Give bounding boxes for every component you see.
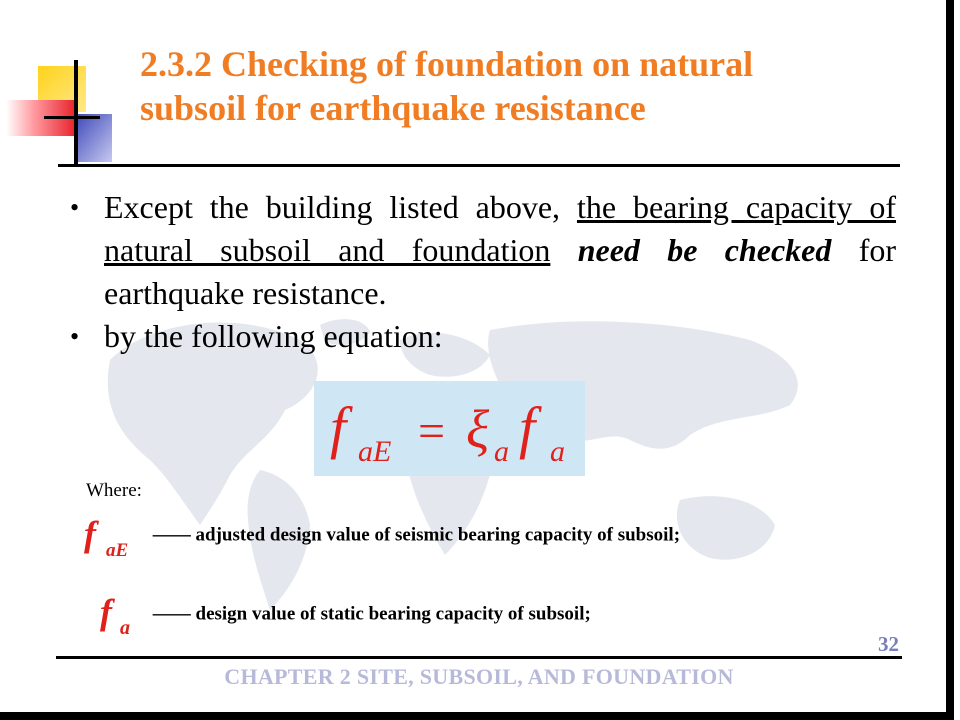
decorative-logo bbox=[0, 0, 140, 170]
bullet-item-2 bbox=[70, 315, 896, 358]
title-line-2: subsoil for earthquake resistance bbox=[140, 88, 646, 128]
formula-xi: ξ bbox=[466, 399, 490, 459]
svg-text:a: a bbox=[120, 617, 130, 639]
chapter-footer: CHAPTER 2 SITE, SUBSOIL, AND FOUNDATION bbox=[224, 664, 734, 689]
formula-box bbox=[314, 381, 585, 476]
formula-equals: = bbox=[418, 405, 446, 458]
slide-frame-right bbox=[946, 0, 954, 720]
svg-text:f: f bbox=[84, 514, 96, 554]
bullet-dot-icon: • bbox=[70, 193, 80, 222]
title-line-1: 2.3.2 Checking of foundation on natural bbox=[140, 44, 754, 84]
bullet-list bbox=[70, 186, 896, 358]
bullet-dot-icon: • bbox=[70, 322, 80, 351]
slide-title bbox=[140, 42, 900, 130]
title-underline bbox=[58, 164, 900, 167]
definition-row-1 bbox=[84, 506, 680, 566]
formula-rhs-f: f bbox=[519, 395, 536, 460]
svg-text:aE: aE bbox=[106, 540, 129, 561]
formula-equation bbox=[314, 381, 585, 476]
formula-xi-sub: a bbox=[494, 435, 509, 468]
bullet2-text: by the following equation: bbox=[104, 318, 443, 354]
definition-row-2 bbox=[98, 590, 591, 640]
footer-divider bbox=[56, 656, 902, 659]
bullet1-text-a: Except the building listed above, bbox=[104, 189, 577, 225]
slide-frame-bottom bbox=[0, 712, 954, 720]
definition-dash-2: —— bbox=[152, 603, 191, 625]
logo-crossbar bbox=[44, 116, 100, 119]
bullet1-space bbox=[550, 232, 577, 268]
page-number: 32 bbox=[878, 632, 899, 656]
bullet1-text-b: for earthquake resistance. bbox=[104, 232, 896, 311]
svg-text:f: f bbox=[100, 592, 112, 632]
formula-lhs-sub: aE bbox=[358, 435, 392, 468]
definition-dash-1: —— bbox=[152, 524, 191, 546]
definition-text-1: adjusted design value of seismic bearing capacity of subsoil; bbox=[195, 524, 681, 546]
definition-symbol-2 bbox=[98, 590, 148, 640]
bullet1-emphasis: need be checked bbox=[577, 232, 832, 268]
formula-rhs-sub: a bbox=[550, 435, 565, 468]
bullet-item-1 bbox=[70, 186, 896, 315]
bullet1-underlined-text: the bearing capacity of natural subsoil and foundation bbox=[104, 189, 897, 268]
formula-lhs-f: f bbox=[330, 395, 347, 460]
definition-text-2: design value of static bearing capacity of subsoil; bbox=[195, 603, 591, 625]
where-label: Where: bbox=[86, 480, 142, 501]
definition-symbol-1 bbox=[84, 506, 148, 566]
